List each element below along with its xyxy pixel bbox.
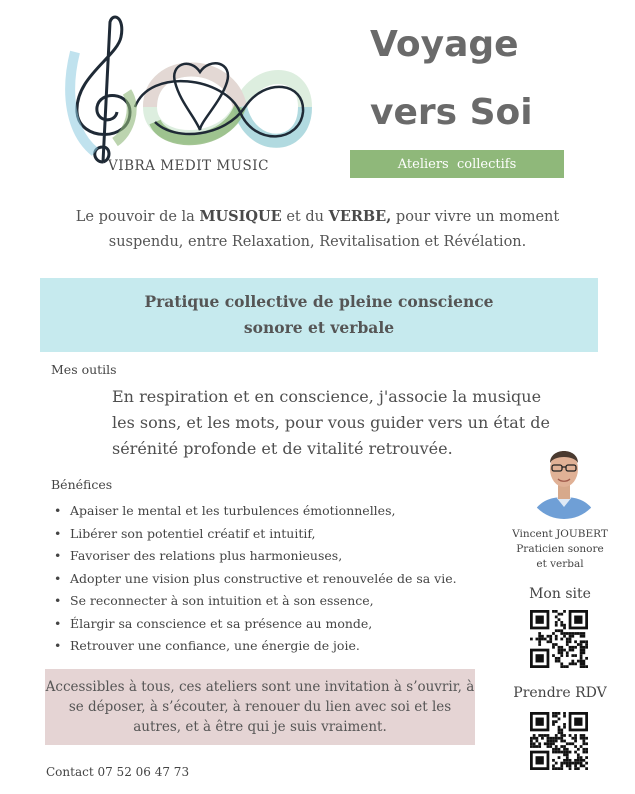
tools-label: Mes outils (51, 362, 117, 377)
intro-text-1: Le pouvoir de la (75, 209, 200, 225)
appointment-qr-code[interactable] (530, 712, 588, 770)
benefit-item: • Apaiser le mental et les turbulences émotionnelles, (52, 500, 457, 523)
bullet-icon: • (54, 525, 62, 541)
benefit-item: • Élargir sa conscience et sa présence au monde, (52, 613, 457, 636)
intro-paragraph (40, 204, 595, 255)
bullet-icon: • (54, 570, 62, 586)
bullet-icon: • (54, 593, 62, 608)
practice-band (40, 278, 598, 352)
person-name: Vincent JOUBERT (512, 528, 608, 540)
intro-bold-musique: MUSIQUE (199, 208, 282, 225)
workshop-badge: Ateliers collectifs (350, 150, 564, 178)
benefit-item: • Favoriser des relations plus harmonieuses, (52, 545, 457, 568)
benefit-item: • Retrouver une confiance, une énergie de joie. (52, 635, 457, 658)
title-line-1: Voyage (370, 24, 519, 65)
site-label: Mon site (529, 586, 591, 602)
contact-phone[interactable]: Contact 07 52 06 47 73 (46, 765, 190, 779)
benefits-label: Bénéfices (51, 477, 113, 492)
appointment-label: Prendre RDV (513, 685, 607, 701)
website-qr-code[interactable] (530, 610, 588, 668)
bullet-icon: • (54, 548, 62, 563)
benefit-item: • Libérer son potentiel créatif et intuitif, (52, 523, 457, 546)
tools-paragraph: En respiration et en conscience, j'associe la musique les sons, et les mots, pour vous guider vers un état de sérénité profonde et de vitalité retrouvée. (112, 387, 551, 458)
band-line-1: Pratique collective de pleine conscience (144, 292, 494, 311)
invitation-text: Accessibles à tous, ces ateliers sont une invitation à s’ouvrir, à se déposer, à s’écouter, à renouer du lien avec soi et les autres, et à être qui je suis vraiment. (45, 679, 475, 735)
brand-name: VIBRA MEDIT MUSIC (108, 158, 269, 174)
invitation-box (45, 669, 475, 745)
benefits-list (52, 500, 457, 658)
title-line-2: vers Soi (370, 92, 533, 133)
person-role-line-2: et verbal (536, 558, 584, 570)
bullet-icon: • (54, 503, 62, 518)
portrait-photo (526, 433, 602, 523)
person-role-line-1: Praticien sonore (516, 543, 604, 555)
bullet-icon: • (54, 615, 62, 631)
intro-bold-verbe: VERBE, (328, 208, 392, 225)
logo-graphic (55, 12, 315, 182)
bullet-icon: • (54, 638, 62, 653)
benefit-item: • Se reconnecter à son intuition et à son essence, (52, 590, 457, 613)
band-line-2: sonore et verbale (243, 318, 395, 337)
intro-text-2: et du (281, 209, 329, 225)
benefit-item: • Adopter une vision plus constructive et renouvelée de sa vie. (52, 568, 457, 591)
intro-text-3: pour vivre un moment suspendu, entre Relaxation, Revitalisation et Révélation. (108, 209, 560, 250)
